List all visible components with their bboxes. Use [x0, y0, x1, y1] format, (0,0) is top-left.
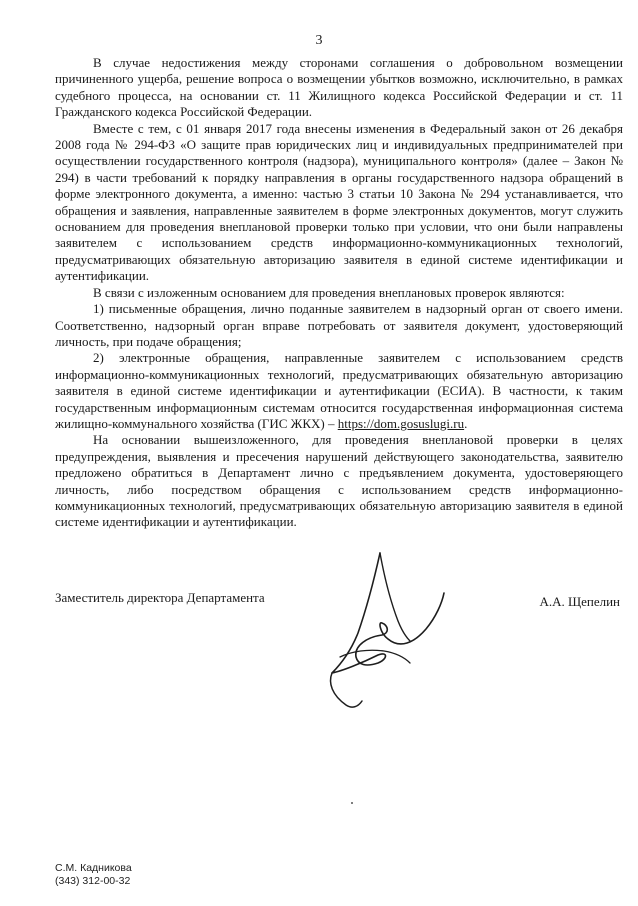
gis-zhkh-link[interactable]: https://dom.gosuslugi.ru: [337, 415, 465, 431]
executor-phone: (343) 312-00-32: [55, 875, 131, 887]
paragraph-grounds-intro: В связи с изложенным основанием для проведения внеплановых проверок являются:: [93, 284, 565, 300]
paragraph-law-changes: Вместе с тем, с 01 января 2017 года внесены изменения в Федеральный закон от 26 декабря 2008 года № 294-ФЗ «О защите прав юридических лиц и индивидуальных предпринимателей при осуществлении государственного контроля (надзора), муниципального контроля» (далее – Закон № 294) в части требований к порядку направления в органы государственного надзора обращений в форме электронного документа, а именно: частью 3 статьи 10 Закона № 294 устанавливается, что обращения и заявления, направленные заявителем в форме электронных документов, могут служить основанием для проведения внеплановой проверки только при условии, что они были направлены заявителем с использованием средств информационно-коммуникационных технологий, предусматривающих обязательную авторизацию заявителя в единой системе идентификации и аутентификации.: [55, 120, 623, 284]
paragraph-conclusion: На основании вышеизложенного, для проведения внеплановой проверки в целях предупреждения, выявления и пресечения нарушений действующего законодательства, заявителю предложено обратиться в Департамент лично с предъявлением документа, удостоверяющего личность, либо посредством обращения с использованием средств информационно-коммуникационных технологий, предусматривающих обязательную авторизацию заявителя в единой системе идентификации и аутентификации.: [55, 432, 623, 530]
decorative-dot: [351, 802, 353, 804]
executor-name: С.М. Кадникова: [55, 862, 132, 874]
executor-block: [55, 862, 132, 888]
signer-title: Заместитель директора Департамента: [55, 590, 265, 605]
electronic-appeals-end: .: [464, 415, 468, 431]
letter-body: [55, 55, 623, 531]
signer-name: А.А. Щепелин: [539, 594, 620, 609]
page-number: 3: [315, 33, 323, 48]
signature-image: [318, 545, 448, 710]
paragraph-damages: В случае недостижения между сторонами соглашения о добровольном возмещении причиненного ущерба, решение вопроса о возмещении убытков возможно, исключительно, в рамках судебного процесса, на основании ст. 11 Жилищного кодекса Российской Федерации и ст. 11 Гражданского кодекса Российской Федерации.: [55, 55, 623, 120]
paragraph-written-appeals: 1) письменные обращения, лично поданные заявителем в надзорный орган от своего имени. Соответственно, надзорный орган вправе потребовать от заявителя документ, удостоверяющий личность, при подаче обращения;: [55, 301, 623, 349]
paragraph-electronic-appeals: [55, 350, 623, 432]
electronic-appeals-text: 2) электронные обращения, направленные заявителем с использованием средств информационно-коммуникационных технологий, предусматривающих обязательную авторизацию заявителя в единой системе идентификации и аутентификации (ЕСИА). В частности, к таким государственным информационным системам относится государственная информационная система жилищно-коммунального хозяйства (ГИС ЖКХ) –: [55, 350, 623, 431]
